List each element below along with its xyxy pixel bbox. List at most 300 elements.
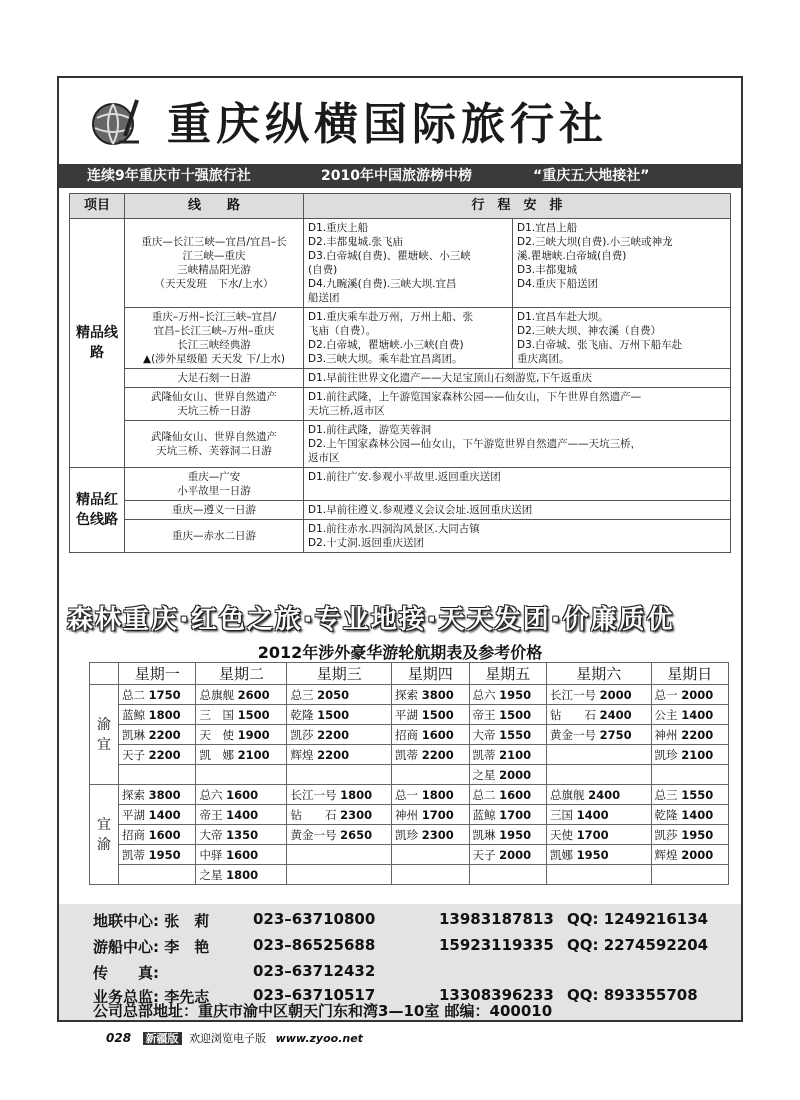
text-line: D2.上午国家森林公园—仙女山，下午游览世界自然遗产——天坑三桥， <box>308 438 642 450</box>
ship-price: 2000 <box>681 847 714 862</box>
ship-price: 2200 <box>317 747 350 762</box>
contact-row <box>93 962 733 982</box>
ship-price-cell <box>546 785 651 805</box>
text-line: D1.前往广安.参观小平故里.返回重庆送团 <box>308 471 501 483</box>
text-line: 重庆离团。 <box>517 353 570 365</box>
ship-name: 总二 <box>472 787 496 802</box>
ship-price: 1500 <box>499 707 532 722</box>
ship-name: 总六 <box>472 687 496 702</box>
text-line: D3.白帝城、张飞庙、万州下船车赴 <box>517 339 683 351</box>
ship-price-cell <box>196 685 287 705</box>
ship-price: 1800 <box>226 867 259 882</box>
ship-price-cell <box>651 745 728 765</box>
ship-name: 凯珍 <box>654 747 678 762</box>
ship-name: 神州 <box>395 807 419 822</box>
ship-name: 天使 <box>549 827 573 842</box>
route-row <box>70 308 731 369</box>
ship-price: 2200 <box>317 727 350 742</box>
col-header-route: 线 路 <box>125 194 304 219</box>
ship-price-cell <box>392 725 469 745</box>
itinerary-upstream <box>513 308 731 369</box>
ship-price-cell <box>287 685 392 705</box>
schedule-row <box>90 705 729 725</box>
ship-name: 总旗舰 <box>199 687 234 702</box>
ship-name: 钻 石 <box>290 807 337 822</box>
ship-price-cell <box>287 705 392 725</box>
contact-qq[interactable]: QQ: 1249216134 <box>567 910 709 928</box>
edition-badge: 新疆版 <box>143 1032 182 1045</box>
text-line: 重庆—赤水二日游 <box>172 530 256 542</box>
ship-price: 1500 <box>317 707 350 722</box>
schedule-row <box>90 805 729 825</box>
contact-row <box>93 910 733 930</box>
ship-price-cell <box>119 725 196 745</box>
ship-price-cell <box>119 865 196 885</box>
ship-name: 探索 <box>122 787 145 802</box>
weekday-header: 星期五 <box>469 663 546 685</box>
text-line: ▲(涉外星级船 天天发 下/上水) <box>143 353 285 365</box>
ship-price-cell <box>287 845 392 865</box>
text-line: D1.宜昌上船 <box>517 222 578 234</box>
ship-name: 三国 <box>549 807 573 822</box>
text-line: D1.前往赤水.四洞沟风景区.大同古镇 <box>308 523 480 535</box>
itinerary-downstream <box>304 308 513 369</box>
ship-price-cell <box>392 685 469 705</box>
itinerary <box>304 468 731 501</box>
ship-price-cell <box>196 725 287 745</box>
route-category: 精品线路 <box>70 219 125 468</box>
ship-name: 之星 <box>472 767 496 782</box>
schedule-row <box>90 785 729 805</box>
itinerary-downstream <box>304 219 513 308</box>
ship-price: 1950 <box>576 847 609 862</box>
ship-price-cell <box>392 865 469 885</box>
ship-price-cell <box>287 865 392 885</box>
itinerary <box>304 369 731 388</box>
ship-price: 1400 <box>226 807 259 822</box>
ship-price-cell <box>469 825 546 845</box>
text-line: D1.重庆上船 <box>308 222 369 234</box>
ship-price-cell <box>196 845 287 865</box>
cruise-schedule-table <box>89 662 729 885</box>
footer-text: 欢迎浏览电子版 <box>189 1032 267 1045</box>
route-row <box>70 369 731 388</box>
ship-name: 凯莎 <box>290 727 314 742</box>
schedule-row <box>90 865 729 885</box>
tagline-bar <box>59 164 741 188</box>
text-line: D2.白帝城，瞿塘峡.小三峡(自费) <box>308 339 464 351</box>
ship-price: 2000 <box>681 687 714 702</box>
ship-name: 蓝鲸 <box>122 707 145 722</box>
ship-price: 2200 <box>148 727 181 742</box>
slogan-banner: 森林重庆·红色之旅·专业地接·天天发团·价廉质优 <box>67 605 675 635</box>
ship-name: 平湖 <box>122 807 145 822</box>
contact-label: 游船中心: 李 艳 <box>93 938 210 956</box>
text-line: 天坑三桥一日游 <box>177 405 251 417</box>
ship-name: 天 使 <box>199 727 234 742</box>
text-line: 船送团 <box>308 292 340 304</box>
ship-price-cell <box>196 785 287 805</box>
route-row <box>70 421 731 468</box>
text-line: 长江三峡经典游 <box>177 339 251 351</box>
ship-price: 2100 <box>499 747 532 762</box>
ship-name: 总三 <box>654 787 678 802</box>
text-line: 武隆仙女山、世界自然遗产 <box>151 431 277 443</box>
itinerary <box>304 501 731 520</box>
ship-price-cell <box>546 805 651 825</box>
ship-name: 总一 <box>654 687 678 702</box>
header <box>59 78 741 164</box>
text-line: 武隆仙女山、世界自然遗产 <box>151 391 277 403</box>
ship-price-cell <box>546 865 651 885</box>
routes-table <box>69 193 731 553</box>
ship-price: 2200 <box>421 747 454 762</box>
ship-price: 2100 <box>681 747 714 762</box>
ship-name: 平湖 <box>395 707 419 722</box>
text-line: 返市区 <box>308 452 340 464</box>
ship-price: 1950 <box>499 687 532 702</box>
ship-price-cell <box>196 825 287 845</box>
ship-price-cell <box>392 825 469 845</box>
ship-price-cell <box>546 825 651 845</box>
contact-phone[interactable]: 023–63710800 <box>253 910 376 928</box>
ship-price-cell <box>287 745 392 765</box>
ship-name: 大帝 <box>472 727 496 742</box>
ship-price: 1800 <box>340 787 373 802</box>
text-line: 溪.瞿塘峡.白帝城(自费) <box>517 250 627 262</box>
route-name <box>125 501 304 520</box>
ship-price: 2200 <box>681 727 714 742</box>
weekday-header: 星期四 <box>392 663 469 685</box>
contact-panel <box>59 904 741 1022</box>
ship-name: 天子 <box>122 747 145 762</box>
text-line: D2.三峡大坝(自费).小三峡或神龙 <box>517 236 673 248</box>
ship-price: 1700 <box>499 807 532 822</box>
ship-name: 乾隆 <box>290 707 314 722</box>
text-line: 重庆—遵义一日游 <box>172 504 256 516</box>
ship-price: 1350 <box>226 827 259 842</box>
ship-name: 天子 <box>472 847 496 862</box>
ship-price-cell <box>196 705 287 725</box>
ship-name: 黄金一号 <box>290 827 337 842</box>
ship-price: 2050 <box>317 687 350 702</box>
ship-price-cell <box>392 805 469 825</box>
ship-price-cell <box>392 785 469 805</box>
direction-label: 渝宜 <box>90 685 119 785</box>
ship-price-cell <box>287 725 392 745</box>
direction-label: 宜渝 <box>90 785 119 885</box>
ship-price: 1500 <box>237 707 270 722</box>
ship-price-cell <box>119 705 196 725</box>
ship-price: 2000 <box>599 687 632 702</box>
ship-name: 凯琳 <box>472 827 496 842</box>
text-line: 天坑三桥,返市区 <box>308 405 385 417</box>
ship-price-cell <box>119 685 196 705</box>
ship-price-cell <box>469 765 546 785</box>
ship-price-cell <box>546 765 651 785</box>
ship-price: 2000 <box>499 847 532 862</box>
text-line: D3.三峡大坝。乘车赴宜昌离团。 <box>308 353 463 365</box>
footer <box>106 1030 363 1046</box>
contact-qq[interactable]: QQ: 893355708 <box>567 986 698 1004</box>
schedule-title: 2012年涉外豪华游轮航期表及参考价格 <box>257 643 543 662</box>
ship-name: 公主 <box>654 707 678 722</box>
route-row <box>70 468 731 501</box>
page-frame <box>57 76 743 1022</box>
ship-price-cell <box>546 705 651 725</box>
ship-name: 长江一号 <box>549 687 596 702</box>
weekday-header: 星期三 <box>287 663 392 685</box>
ship-price: 1500 <box>421 707 454 722</box>
text-line: 天坑三桥、芙蓉洞二日游 <box>156 445 272 457</box>
ship-price-cell <box>287 785 392 805</box>
ship-name: 帝王 <box>199 807 223 822</box>
ship-price: 2000 <box>499 767 532 782</box>
ship-price-cell <box>651 865 728 885</box>
ship-price: 1400 <box>576 807 609 822</box>
ship-name: 凯莎 <box>654 827 678 842</box>
contact-mobile[interactable]: 13308396233 <box>439 986 554 1004</box>
ship-name: 辉煌 <box>654 847 678 862</box>
ship-price: 1600 <box>499 787 532 802</box>
ship-price-cell <box>651 785 728 805</box>
ship-price: 1700 <box>421 807 454 822</box>
route-name <box>125 308 304 369</box>
ship-price: 1400 <box>681 707 714 722</box>
ship-price-cell <box>119 745 196 765</box>
footer-url[interactable]: www.zyoo.net <box>275 1032 363 1045</box>
ship-price-cell <box>119 825 196 845</box>
ship-price-cell <box>546 725 651 745</box>
route-row <box>70 520 731 553</box>
schedule-row <box>90 745 729 765</box>
schedule-row <box>90 825 729 845</box>
ship-price: 2300 <box>340 807 373 822</box>
ship-price-cell <box>287 825 392 845</box>
schedule-row <box>90 685 729 705</box>
ship-name: 总六 <box>199 787 223 802</box>
itinerary <box>304 388 731 421</box>
ship-name: 招商 <box>395 727 419 742</box>
tagline: “重庆五大地接社” <box>533 168 650 184</box>
text-line: 重庆—长江三峡—宜昌/宜昌–长 <box>141 236 287 248</box>
ship-price: 2400 <box>599 707 632 722</box>
address: 公司总部地址：重庆市渝中区朝天门东和湾3—10室 邮编：400010 <box>93 1002 553 1020</box>
ship-name: 凯琳 <box>122 727 145 742</box>
ship-name: 中驿 <box>199 847 223 862</box>
text-line: (自费) <box>308 264 338 276</box>
text-line: 大足石刻一日游 <box>177 372 251 384</box>
text-line: D4.重庆下船送团 <box>517 278 599 290</box>
ship-price-cell <box>546 845 651 865</box>
ship-price-cell <box>469 865 546 885</box>
ship-price-cell <box>119 845 196 865</box>
ship-price: 1400 <box>681 807 714 822</box>
ship-name: 蓝鲸 <box>472 807 496 822</box>
text-line: （天天发班 下水/上水） <box>154 278 274 290</box>
ship-price-cell <box>469 685 546 705</box>
schedule-row <box>90 765 729 785</box>
ship-price-cell <box>196 745 287 765</box>
ship-price-cell <box>546 745 651 765</box>
route-name <box>125 520 304 553</box>
itinerary <box>304 421 731 468</box>
contact-qq[interactable]: QQ: 2274592204 <box>567 936 709 954</box>
route-category: 精品红色线路 <box>70 468 125 553</box>
ship-name: 之星 <box>199 867 223 882</box>
ship-name: 凯蒂 <box>395 747 419 762</box>
ship-price: 2100 <box>237 747 270 762</box>
ship-price-cell <box>469 785 546 805</box>
contact-phone[interactable]: 023–86525688 <box>253 936 376 954</box>
ship-price: 2750 <box>599 727 632 742</box>
ship-price-cell <box>651 805 728 825</box>
text-line: D1.前往武隆，游览芙蓉洞 <box>308 424 432 436</box>
weekday-header: 星期一 <box>119 663 196 685</box>
text-line: D4.九畹溪(自费).三峡大坝.宜昌 <box>308 278 457 290</box>
col-header-category: 项目 <box>70 194 125 219</box>
ship-name: 长江一号 <box>290 787 337 802</box>
ship-price: 1700 <box>576 827 609 842</box>
ship-name: 凯 娜 <box>199 747 234 762</box>
ship-name: 帝王 <box>472 707 496 722</box>
ship-price-cell <box>546 685 651 705</box>
page-number: 028 <box>106 1031 132 1045</box>
ship-price-cell <box>392 705 469 725</box>
text-line: 小平故里一日游 <box>177 485 251 497</box>
tagline: 2010年中国旅游榜中榜 <box>321 168 472 184</box>
text-line: D1.前往武隆，上午游览国家森林公园——仙女山，下午世界自然遗产— <box>308 391 642 403</box>
weekday-header: 星期日 <box>651 663 728 685</box>
text-line: D1.宜昌车赴大坝。 <box>517 311 609 323</box>
text-line: 飞庙（自费）。 <box>308 325 377 337</box>
tagline: 连续9年重庆市十强旅行社 <box>87 168 251 184</box>
ship-price-cell <box>119 805 196 825</box>
text-line: D1.早前往遵义.参观遵义会议会址.返回重庆送团 <box>308 504 533 516</box>
ship-price-cell <box>651 705 728 725</box>
ship-price: 3800 <box>148 787 181 802</box>
ship-name: 黄金一号 <box>549 727 596 742</box>
ship-price: 1800 <box>421 787 454 802</box>
ship-price-cell <box>469 705 546 725</box>
text-line: D1.重庆乘车赴万州，万州上船、张 <box>308 311 474 323</box>
ship-price: 2600 <box>237 687 270 702</box>
ship-price-cell <box>392 765 469 785</box>
ship-price: 1600 <box>226 847 259 862</box>
schedule-row <box>90 725 729 745</box>
ship-price-cell <box>469 745 546 765</box>
text-line: 重庆–万州–长江三峡–宜昌/ <box>151 311 277 323</box>
ship-price-cell <box>651 725 728 745</box>
contact-mobile[interactable]: 15923119335 <box>439 936 554 954</box>
schedule-row <box>90 845 729 865</box>
ship-price-cell <box>469 725 546 745</box>
ship-name: 凯蒂 <box>472 747 496 762</box>
ship-name: 探索 <box>395 687 419 702</box>
itinerary <box>304 520 731 553</box>
route-row <box>70 501 731 520</box>
ship-price: 1400 <box>148 807 181 822</box>
text-line: D2.十丈洞.返回重庆送团 <box>308 537 424 549</box>
contact-mobile[interactable]: 13983187813 <box>439 910 554 928</box>
route-name <box>125 219 304 308</box>
ship-price: 1550 <box>681 787 714 802</box>
agency-title: 重庆纵横国际旅行社 <box>167 99 608 150</box>
route-name <box>125 421 304 468</box>
contact-phone[interactable]: 023–63710517 <box>253 986 376 1004</box>
ship-price: 1750 <box>148 687 181 702</box>
text-line: D3.丰都鬼城 <box>517 264 578 276</box>
text-line: D3.白帝城(自费)、瞿塘峡、小三峡 <box>308 250 471 262</box>
ship-price: 3800 <box>421 687 454 702</box>
ship-price: 1950 <box>148 847 181 862</box>
route-row <box>70 219 731 308</box>
text-line: D2.三峡大坝、神农溪（自费） <box>517 325 662 337</box>
ship-price-cell <box>469 845 546 865</box>
ship-price: 1800 <box>148 707 181 722</box>
ship-price: 2300 <box>421 827 454 842</box>
contact-row <box>93 936 733 956</box>
text-line: D1.早前往世界文化遗产——大足宝顶山石刻游览,下午返重庆 <box>308 372 592 384</box>
text-line: D2.丰都鬼城.张飞庙 <box>308 236 403 248</box>
ship-price-cell <box>651 845 728 865</box>
route-name <box>125 388 304 421</box>
text-line: 重庆—广安 <box>187 471 241 483</box>
ship-price-cell <box>651 765 728 785</box>
ship-price: 2400 <box>588 787 621 802</box>
ship-name: 总三 <box>290 687 314 702</box>
ship-price: 1950 <box>499 827 532 842</box>
route-name <box>125 369 304 388</box>
route-row <box>70 388 731 421</box>
ship-name: 三 国 <box>199 707 234 722</box>
ship-price-cell <box>119 785 196 805</box>
ship-name: 凯珍 <box>395 827 419 842</box>
ship-name: 凯娜 <box>549 847 573 862</box>
text-line: 三峡精品阳光游 <box>177 264 251 276</box>
text-line: 宜昌–长江三峡–万州–重庆 <box>153 325 275 337</box>
contact-label: 地联中心: 张 莉 <box>93 912 210 930</box>
ship-price: 1900 <box>237 727 270 742</box>
contact-phone[interactable]: 023–63712432 <box>253 962 376 980</box>
ship-name: 钻 石 <box>549 707 596 722</box>
ship-price-cell <box>651 825 728 845</box>
ship-name: 辉煌 <box>290 747 314 762</box>
ship-price-cell <box>469 805 546 825</box>
ship-name: 大帝 <box>199 827 223 842</box>
ship-name: 总一 <box>395 787 419 802</box>
ship-name: 总二 <box>122 687 145 702</box>
ship-name: 总旗舰 <box>549 787 585 802</box>
globe-logo-icon <box>89 96 141 148</box>
ship-name: 神州 <box>654 727 678 742</box>
route-name <box>125 468 304 501</box>
ship-price-cell <box>651 685 728 705</box>
weekday-header: 星期二 <box>196 663 287 685</box>
ship-price: 1600 <box>421 727 454 742</box>
ship-price: 1550 <box>499 727 532 742</box>
ship-name: 乾隆 <box>654 807 678 822</box>
contact-label: 传 真: <box>93 964 159 982</box>
col-header-itinerary: 行 程 安 排 <box>304 194 731 219</box>
ship-price: 2200 <box>148 747 181 762</box>
ship-price-cell <box>392 745 469 765</box>
ship-price-cell <box>119 765 196 785</box>
ship-price-cell <box>392 845 469 865</box>
ship-price-cell <box>287 765 392 785</box>
contact-label: 业务总监: 李先志 <box>93 988 210 1006</box>
ship-price-cell <box>196 865 287 885</box>
